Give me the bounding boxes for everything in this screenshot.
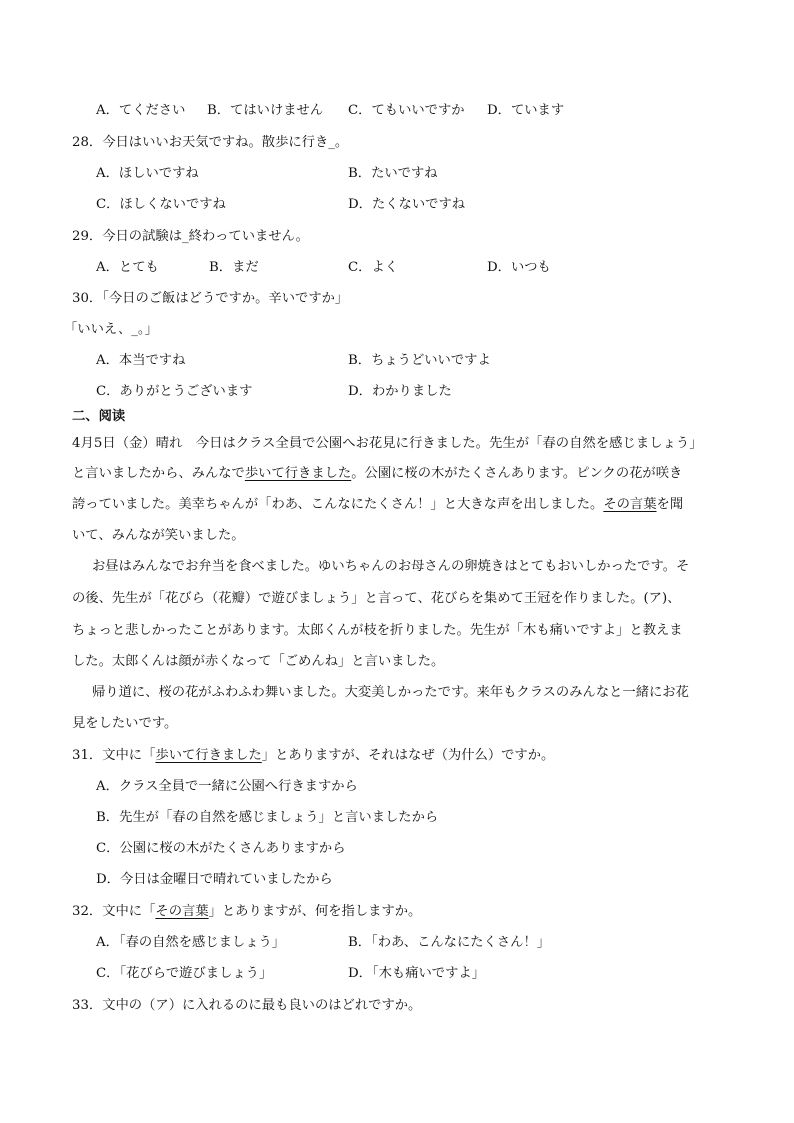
passage-line-1: 4月5日（金）晴れ 今日はクラス全員で公園へお花見に行きました。先生が「春の自然を感じましょう」 [72,436,703,451]
question-28: 28．今日はいいお天気ですね。散歩に行き_。 [72,135,349,150]
q30-option-d: D．わかりました [348,384,452,399]
q27-option-a: A．てください [96,103,186,118]
passage-line-2 [72,464,682,484]
q31-underlined-phrase: 歩いて行きました [155,748,262,763]
question-29: 29．今日の試験は_終わっていません。 [72,229,309,244]
q32-option-a: A．「春の自然を感じましょう」 [96,935,286,950]
q30-option-b: B．ちょうどいいですよ [348,353,491,368]
q31-suffix: 」とありますが、それはなぜ（为什么）ですか。 [261,748,555,763]
q32-prefix: 32．文中に「 [72,904,156,919]
q31-option-a: A．クラス全員で一緒に公園へ行きますから [96,779,358,794]
passage-line-3-end: を聞 [656,497,684,512]
q32-option-b: B．「わあ、こんなにたくさん！」 [348,935,551,950]
passage-line-6: の後、先生が「花びら（花瓣）で遊びましょう」と言って、花びらを集めて王冠を作りました。(ア)、 [72,591,681,606]
q31-option-b: B．先生が「春の自然を感じましょう」と言いましたから [96,810,439,825]
passage-line-9: 帰り道に、桜の花がふわふわ舞いました。大変美しかったです。来年もクラスのみんなと一緒にお花 [92,685,689,700]
question-31 [72,746,554,766]
q27-option-d: D．ています [487,103,565,118]
q28-option-c: C．ほしくないですね [96,197,226,212]
q29-option-b: B．まだ [209,260,259,275]
question-33: 33．文中の（ア）に入れるのに最も良いのはどれですか。 [72,998,422,1013]
q27-option-c: C．てもいいですか [348,103,465,118]
passage-underline-walked: 歩いて行きました [244,466,352,481]
q27-option-b: B．てはいけません [207,103,324,118]
q31-option-c: C．公園に桜の木がたくさんありますから [96,841,346,856]
section-heading-reading: 二、阅读 [72,409,126,424]
passage-line-2-end: 。公園に桜の木がたくさんあります。ピンクの花が咲き [351,466,683,481]
q29-option-d: D．いつも [487,260,551,275]
q32-underlined-phrase: その言葉 [155,904,209,919]
q28-option-b: B．たいですね [348,166,438,181]
q30-option-a: A．本当ですね [96,353,186,368]
question-30-reply: 「いいえ、_。」 [64,322,158,337]
passage-line-5: お昼はみんなでお弁当を食べました。ゆいちゃんのお母さんの卵焼きはとてもおいしかったです。そ [92,559,690,574]
passage-underline-that-word: その言葉 [603,497,657,512]
passage-line-10: 見をしたいです。 [72,716,178,731]
question-30: 30．「今日のご飯はどうですか。辛いですか」 [72,291,349,306]
question-32 [72,902,421,922]
q32-option-c: C．「花びらで遊びましょう」 [96,966,273,981]
q31-option-d: D．今日は金曜日で晴れていましたから [96,872,333,887]
passage-line-8: した。太郎くんは顔が赤くなって「ごめんね」と言いました。 [72,654,445,669]
passage-line-2-start: と言いましたから、みんなで [72,466,245,481]
q28-option-d: D．たくないですね [348,197,466,212]
passage-line-7: ちょっと悲しかったことがあります。太郎くんが枝を折りました。先生が「木も痛いですよ」と教えま [72,623,683,638]
passage-line-3 [72,495,683,515]
q31-prefix: 31．文中に「 [72,748,156,763]
q30-option-c: C．ありがとうございます [96,384,253,399]
q29-option-a: A．とても [96,260,159,275]
passage-line-3-start: 誇っていました。美幸ちゃんが「わあ、こんなにたくさん！」と大きな声を出しました。 [72,497,604,512]
passage-line-4: いて、みんなが笑いました。 [72,528,245,543]
q28-option-a: A．ほしいですね [96,166,199,181]
q32-suffix: 」とありますが、何を指しますか。 [208,904,422,919]
q29-option-c: C．よく [348,260,399,275]
q32-option-d: D．「木も痛いですよ」 [348,966,485,981]
